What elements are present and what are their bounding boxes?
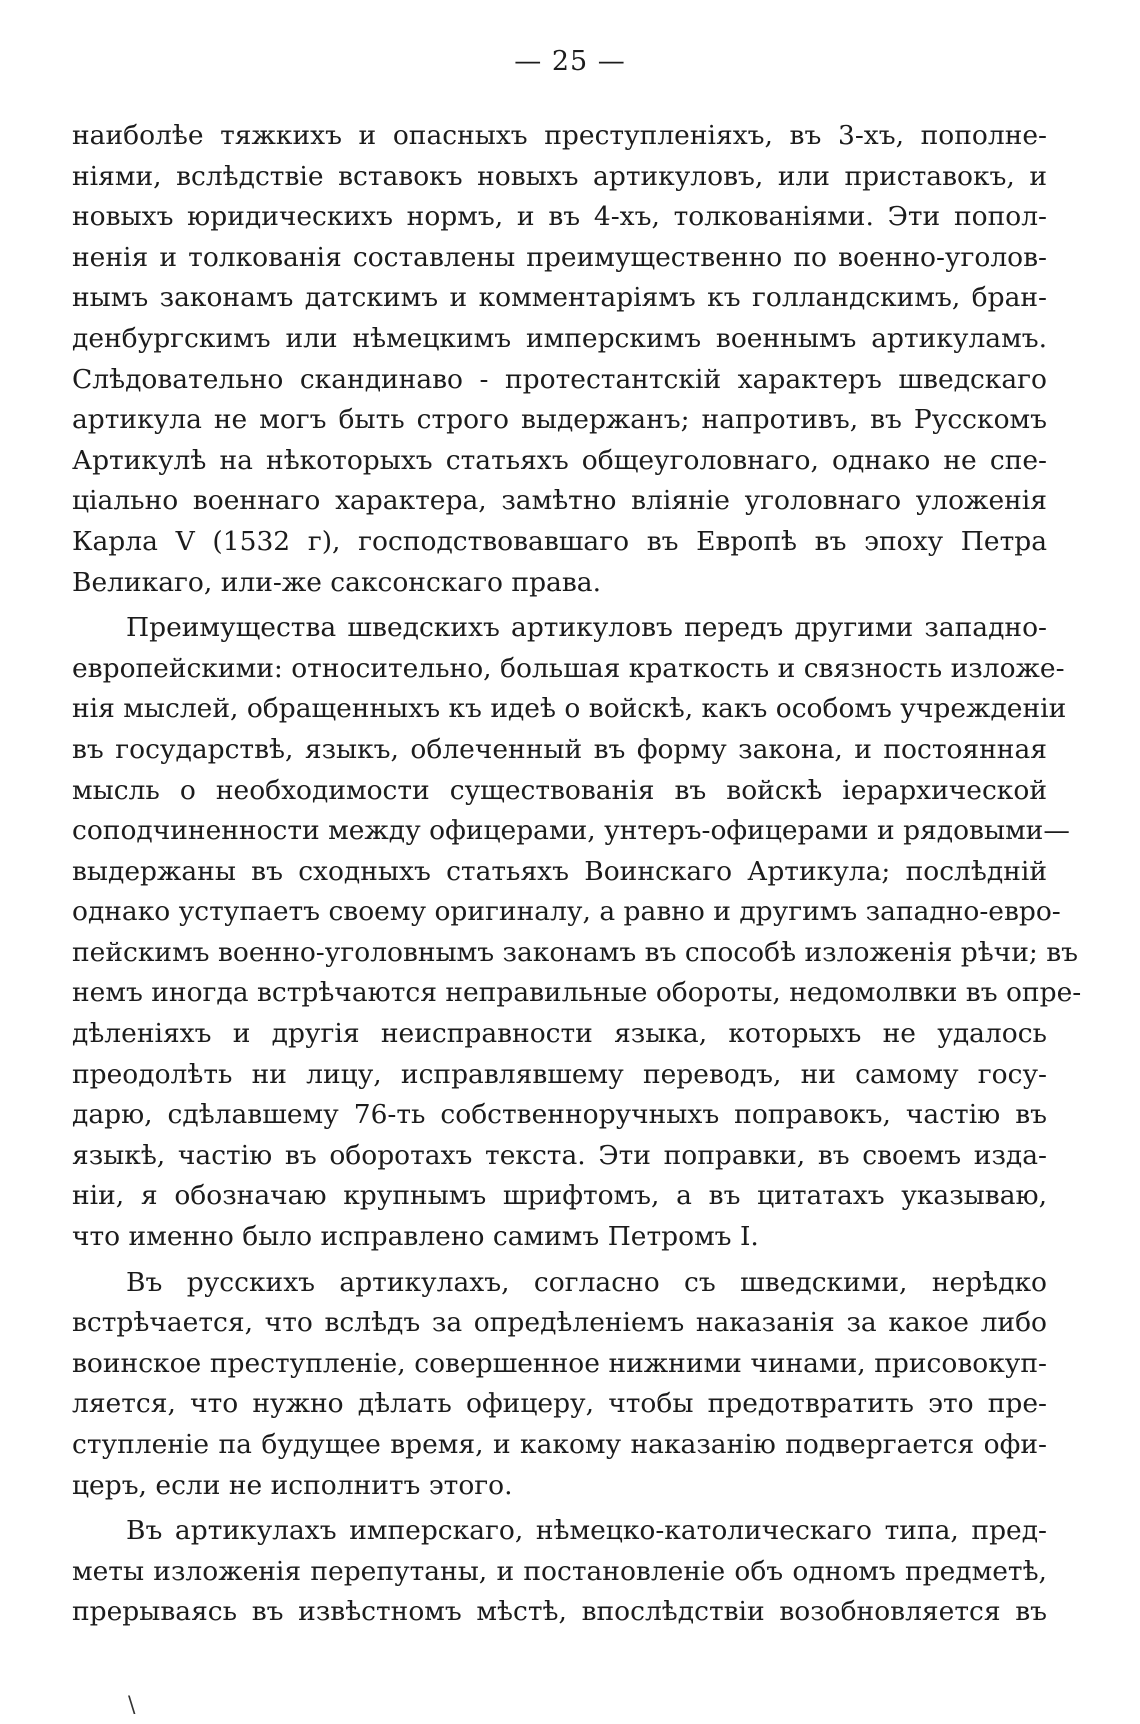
text-line: Слѣдовательно скандинаво - протестантскій характеръ шведскаго	[72, 363, 1047, 395]
text-line: Преимущества шведскихъ артикуловъ передъ другими западно-	[126, 612, 1047, 644]
text-line: мысль о необходимости существованія въ войскѣ іерархической	[72, 774, 1047, 806]
paragraph-1	[72, 116, 1047, 603]
paragraph-2	[72, 608, 1082, 1258]
text-line: выдержаны въ сходныхъ статьяхъ Воинскаго Артикула; послѣдній	[72, 855, 1047, 887]
text-line: воинское преступленіе, совершенное нижними чинами, присовокуп-	[72, 1347, 1047, 1379]
text-line: европейскими: относительно, большая краткость и связность изложе-	[72, 652, 1065, 684]
text-line: ступленіе па будущее время, и какому наказанію подвергается офи-	[72, 1429, 1047, 1460]
text-line: что именно было исправлено самимъ Петромъ I.	[72, 1221, 759, 1253]
text-line: встрѣчается, что вслѣдъ за опредѣленіемъ наказанія за какое либо	[72, 1307, 1047, 1339]
text-line: нія мыслей, обращенныхъ къ идеѣ о войскѣ, какъ особомъ учрежденіи	[72, 693, 1067, 725]
text-line: ляется, что нужно дѣлать офицеру, чтобы предотвратить это пре-	[72, 1388, 1047, 1420]
text-line: ніями, вслѣдствіе вставокъ новыхъ артикуловъ, или приставокъ, и	[72, 160, 1047, 192]
text-line: прерываясь въ извѣстномъ мѣстѣ, впослѣдствіи возобновляется въ	[72, 1596, 1047, 1628]
text-line: артикула не могъ быть строго выдержанъ; напротивъ, въ Русскомъ	[72, 404, 1047, 436]
page-number: — 25 —	[514, 46, 626, 77]
text-line: немъ иногда встрѣчаются неправильные обороты, недомолвки въ опре-	[72, 977, 1082, 1009]
text-line: Артикулѣ на нѣкоторыхъ статьяхъ общеуголовнаго, однако не спе-	[72, 444, 1047, 476]
text-line: ціально военнаго характера, замѣтно вліяніе уголовнаго уложенія	[72, 485, 1047, 517]
text-line: дарю, сдѣлавшему 76-ть собственноручныхъ поправокъ, частію въ	[72, 1099, 1047, 1131]
text-line: нымъ законамъ датскимъ и комментаріямъ къ голландскимъ, бран-	[72, 282, 1047, 314]
text-line: церъ, если не исполнитъ этого.	[72, 1469, 513, 1501]
paragraph-3	[72, 1263, 1047, 1507]
margin-mark: \	[128, 1693, 136, 1718]
text-line: Въ артикулахъ имперскаго, нѣмецко-католическаго типа, пред-	[126, 1515, 1047, 1547]
text-line: преодолѣть ни лицу, исправлявшему переводъ, ни самому госу-	[72, 1058, 1047, 1090]
body-text	[72, 116, 1082, 1633]
paragraph-4	[72, 1511, 1047, 1633]
text-line: въ государствѣ, языкъ, облеченный въ форму закона, и постоянная	[72, 733, 1047, 765]
text-line: меты изложенія перепутаны, и постановленіе объ одномъ предметѣ,	[72, 1555, 1047, 1587]
text-line: пейскимъ военно-уголовнымъ законамъ въ способѣ изложенія рѣчи; въ	[72, 936, 1078, 968]
text-line: однако уступаетъ своему оригиналу, а равно и другимъ западно-евро-	[72, 896, 1061, 928]
text-line: новыхъ юридическихъ нормъ, и въ 4-хъ, толкованіями. Эти попол-	[72, 201, 1047, 233]
text-line: соподчиненности между офицерами, унтеръ-офицерами и рядовыми—	[72, 815, 1070, 847]
text-line: наиболѣе тяжкихъ и опасныхъ преступленіяхъ, въ 3-хъ, пополне-	[72, 120, 1047, 151]
text-line: ненія и толкованія составлены преимущественно по военно-уголов-	[72, 241, 1047, 273]
text-line: Карла V (1532 г), господствовавшаго въ Европѣ въ эпоху Петра	[72, 525, 1047, 557]
text-line: ніи, я обозначаю крупнымъ шрифтомъ, а въ цитатахъ указываю,	[72, 1180, 1047, 1212]
text-line: Великаго, или-же саксонскаго права.	[72, 566, 601, 598]
text-line: языкѣ, частію въ оборотахъ текста. Эти поправки, въ своемъ изда-	[72, 1139, 1047, 1171]
text-line: Въ русскихъ артикулахъ, согласно съ шведскими, нерѣдко	[126, 1266, 1047, 1298]
text-line: дѣленіяхъ и другія неисправности языка, которыхъ не удалось	[72, 1018, 1047, 1050]
text-line: денбургскимъ или нѣмецкимъ имперскимъ военнымъ артикуламъ.	[72, 322, 1047, 354]
